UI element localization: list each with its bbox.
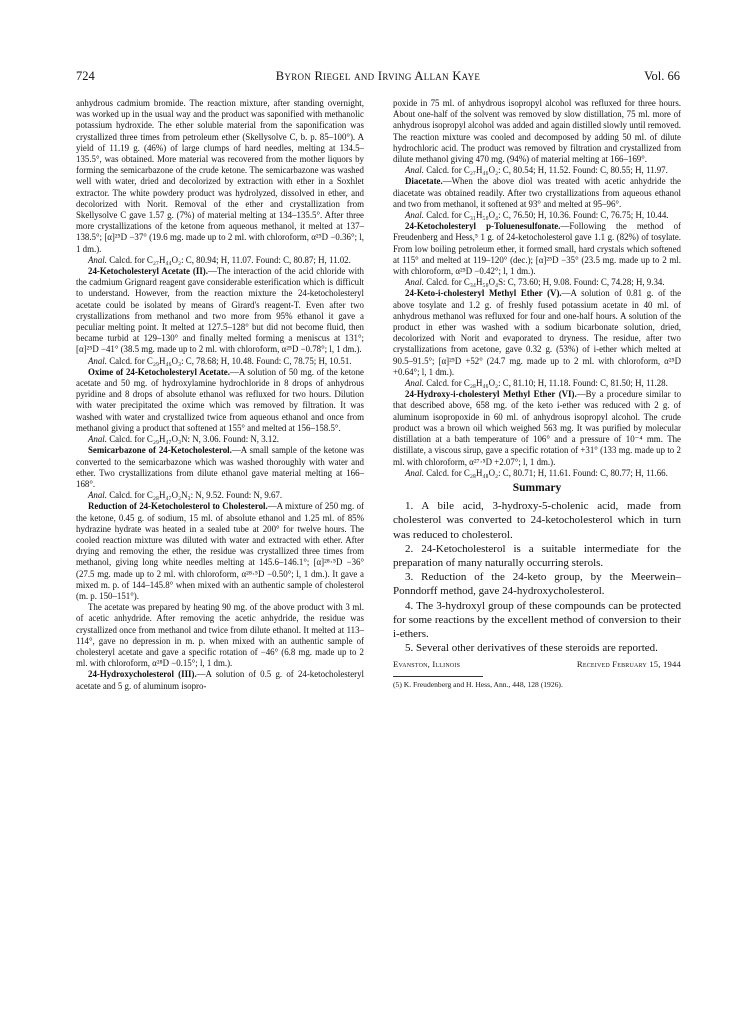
- anal-values: Calcd. for C₂₈H₄₆O₂: C, 81.10; H, 11.18. Found: C, 81.50; H, 11.28.: [423, 378, 668, 389]
- anal-label: Anal.: [405, 210, 424, 221]
- analysis-line: [393, 210, 681, 221]
- section-paragraph: [393, 288, 681, 378]
- place: Evanston, Illinois: [393, 659, 461, 670]
- volume-label: Vol. 66: [644, 69, 680, 83]
- section-title: Oxime of 24-Ketocholesteryl Acetate.: [88, 366, 230, 377]
- section-text: —When the above diol was treated with acetic anhydride the diacetate was obtained readily. After two crystallizations from aqueous ethanol and two from methanol, it softened at 93° and melted at 95–96°.: [393, 176, 681, 209]
- analysis-line: [393, 468, 681, 479]
- anal-values: Calcd. for C₂₈H₄₇O₂N₃: N, 9.52. Found: N, 9.67.: [106, 490, 283, 501]
- paragraph: anhydrous cadmium bromide. The reaction mixture, after standing overnight, was worked up in the usual way and the product was saponified with methanolic potassium hydroxide. The ether soluble material from the saponification was crystallized three times from petroleum ether (Skellysolve C, b. p. 85–100°). A yield of 11.19 g. (46%) of large clumps of hard needles, melting at 134.5–135.5°, was obtained. More material was recovered from the mother liquors by forming the semicarbazone of the crude ketone. The semicarbazone was washed well with water, dried and decolorized by extraction with ether in a Soxhlet extractor. The white powdery product was hydrolyzed, dissolved in ether, and decolorized with Norit. Removal of the ether and crystallization from Skellysolve C gave 1.57 g. (7%) of material melting at 134–135.5°. After three more crystallizations of the ketone from aqueous methanol, it melted at 137–138.5°; [α]²⁵D −37° (19.6 mg. made up to 2 ml. with chloroform, α²⁵D −0.36°; l, 1 dm.).: [76, 98, 364, 254]
- anal-values: Calcd. for C₃₁H₅₀O₄: C, 76.50; H, 10.36. Found: C, 76.75; H, 10.44.: [423, 210, 669, 221]
- page-header: [76, 69, 680, 85]
- left-column: [76, 98, 364, 692]
- anal-label: Anal.: [405, 467, 424, 478]
- running-title: Byron Riegel and Irving Allan Kaye: [275, 69, 481, 83]
- summary-heading: Summary: [512, 481, 562, 494]
- page-number: 724: [76, 69, 95, 83]
- anal-label: Anal.: [88, 490, 107, 501]
- anal-values: Calcd. for C₂₇H₄₆O₂: C, 80.54; H, 11.52. Found: C, 80.55; H, 11.97.: [423, 165, 668, 176]
- summary-item: 2. 24-Ketocholesterol is a suitable intermediate for the preparation of many naturally occurring sterols.: [393, 542, 681, 569]
- section-text: —A solution of 0.5 g. of 24-ketocholesteryl acetate and 5 g. of aluminum isopro-: [76, 669, 365, 691]
- section-title: 24-Ketocholesteryl p-Toluenesulfonate.: [405, 221, 561, 232]
- summary-item: 4. The 3-hydroxyl group of these compounds can be protected for some reactions by the excellent method of conversion to their i-ethers.: [393, 599, 681, 640]
- anal-values: Calcd. for C₂₉H₄₇O₃N: N, 3.06. Found: N, 3.12.: [106, 434, 279, 445]
- anal-values: Calcd. for C₂₈H₄₈O₂: C, 80.71; H, 11.61. Found: C, 80.77; H, 11.66.: [423, 467, 668, 478]
- footnote-rule: [393, 676, 483, 677]
- anal-label: Anal.: [88, 355, 107, 366]
- anal-label: Anal.: [405, 165, 424, 176]
- section-text: —A small sample of the ketone was converted to the semicarbazone which was washed thoroughly with water and ether. Two crystallizations from dilute ethanol gave material melting at 166–168°.: [76, 445, 364, 489]
- section-title: Semicarbazone of 24-Ketocholesterol.: [88, 445, 232, 456]
- section-title: 24-Hydroxy-i-cholesteryl Methyl Ether (VI).: [405, 389, 577, 400]
- footnote: (5) K. Freudenberg and H. Hess, Ann., 448, 128 (1926).: [393, 679, 563, 689]
- analysis-line: [393, 378, 681, 389]
- summary-item: 3. Reduction of the 24-keto group, by the Meerwein–Ponndorff method, gave 24-hydroxycholesterol.: [393, 571, 681, 598]
- section-text: —The interaction of the acid chloride with the cadmium Grignard reagent gave considerable esterification which is difficult to understand. However, from the reaction mixture the 24-ketocholesteryl acetate could be isolated by means of Girard's reagent-T. Even after two crystallizations from methanol and two more from 95% ethanol it gave a peculiar melting point. It melted at 127.5–128° but did not become fluid, then became turbid at 129–130° and finally melted forming a meniscus at 131°; [α]²⁵D −41° (38.5 mg. made up to 2 ml. with chloroform, α²⁵D −0.78°; l, 1 dm.).: [76, 266, 364, 355]
- section-paragraph: [76, 669, 364, 691]
- anal-label: Anal.: [88, 434, 107, 445]
- section-paragraph: [76, 445, 364, 490]
- section-title: Diacetate.: [405, 176, 443, 187]
- anal-label: Anal.: [405, 378, 424, 389]
- right-column: [393, 98, 681, 690]
- signature-line: [393, 659, 681, 670]
- section-paragraph: [76, 367, 364, 434]
- anal-label: Anal.: [405, 277, 424, 288]
- summary-item: 1. A bile acid, 3-hydroxy-5-cholenic acid, made from cholesterol was converted to 24-ketocholesterol which in turn was reduced to cholesterol.: [393, 500, 681, 541]
- summary-item: 5. Several other derivatives of these steroids are reported.: [405, 642, 658, 655]
- analysis-line: [76, 490, 364, 501]
- analysis-line: [393, 277, 681, 288]
- summary-list: [393, 499, 681, 655]
- analysis-line: [76, 255, 364, 266]
- section-paragraph: [393, 221, 681, 277]
- section-title: 24-Ketocholesteryl Acetate (II).: [88, 266, 208, 277]
- section-paragraph: [393, 176, 681, 210]
- section-paragraph: [76, 266, 364, 356]
- received-date: Received February 15, 1944: [576, 659, 681, 670]
- section-text: —By a procedure similar to that described above, 658 mg. of the keto i-ether was reduced with 2 g. of aluminum isopropoxide in 60 ml. of anhydrous isopropyl alcohol. The crude product was a brown oil which weighed 563 mg. It was purified by molecular distillation at a bath temperature of 106° and a pressure of 10⁻⁴ mm. The distillate, a viscous sirup, gave a specific rotation of +31° (133 mg. made up to 2 ml. with chloroform, α²⁷·⁵D +2.07°; l, 1 dm.).: [393, 389, 682, 467]
- section-text: —A solution of 0.81 g. of the above tosylate and 1.2 g. of freshly fused potassium acetate in 40 ml. of anhydrous methanol was refluxed for four and one-half hours. A solution of the product in ether was washed with a sodium bicarbonate solution, dried, decolorized with Norit and evaporated to dryness. The residue, after two crystallizations from acetone, gave 0.32 g. (53%) of i-ether which melted at 90.5–91.5°; [α]²⁵D +52° (24.7 mg. made up to 2 ml. with chloroform, α²⁵D +0.64°; l, 1 dm.).: [393, 288, 682, 377]
- paragraph: The acetate was prepared by heating 90 mg. of the above product with 3 ml. of acetic anhydride. After removing the acetic anhydride, the residue was crystallized once from methanol and twice from dilute ethanol. It melted at 113–114°, gave no depression in m. p. when mixed with an authentic sample of cholesteryl acetate and gave a specific rotation of −46° (6.8 mg. made up to 2 ml. with chloroform, α²⁸D −0.15°; l, 1 dm.).: [76, 602, 364, 669]
- anal-values: Calcd. for C₂₉H₄₆O₃: C, 78.68; H, 10.48. Found: C, 78.75; H, 10.51.: [106, 355, 352, 366]
- section-text: —A mixture of 250 mg. of the ketone, 0.45 g. of sodium, 15 ml. of absolute ethanol and 1.25 ml. of 85% hydrazine hydrate was heated in a sealed tube at 200° for twelve hours. The cooled reaction mixture was diluted with water and extracted with ether. After drying and removing the ether, the residue was crystallized three times from methanol, giving long white needles melting at 145.6–146.1°; [α]²⁸·⁵D −36° (27.5 mg. made up to 2 ml. with chloroform, α²⁸·⁵D −0.50°; l, 1 dm.). It gave a mixed m. p. of 144–145.8° when mixed with an authentic sample of cholesterol (m. p. 150–151°).: [76, 501, 364, 601]
- section-title: 24-Keto-i-cholesteryl Methyl Ether (V).: [405, 288, 562, 299]
- anal-values: Calcd. for C₃₄H₅₀O₄S: C, 73.60; H, 9.08. Found: C, 74.28; H, 9.34.: [423, 277, 665, 288]
- anal-values: Calcd. for C₂₇H₄₄O₂: C, 80.94; H, 11.07. Found: C, 80.87; H, 11.02.: [106, 254, 351, 265]
- analysis-line: [393, 165, 681, 176]
- section-title: 24-Hydroxycholesterol (III).: [88, 669, 197, 680]
- anal-label: Anal.: [88, 254, 107, 265]
- section-title: Reduction of 24-Ketocholesterol to Cholesterol.: [88, 501, 268, 512]
- analysis-line: [76, 356, 364, 367]
- section-paragraph: [393, 389, 681, 467]
- analysis-line: [76, 434, 364, 445]
- paragraph: poxide in 75 ml. of anhydrous isopropyl alcohol was refluxed for three hours. About one-half of the solvent was removed by slow distillation, 75 ml. more of anhydrous isopropyl alcohol was added and again distilled slowly until removed. The reaction mixture was cooled and decomposed by adding 50 ml. of dilute hydrochloric acid. The product was removed by filtration and crystallized from dilute methanol giving 470 mg. (94%) of material melting at 166–169°.: [393, 98, 681, 165]
- section-text: —A solution of 50 mg. of the ketone acetate and 50 mg. of hydroxylamine hydrochloride in 8 drops of anhydrous pyridine and 8 drops of absolute ethanol was refluxed for two hours. Dilution with water precipitated the oxime which was removed by filtration. It was washed with water and crystallized twice from aqueous ethanol and once from methanol giving a product that softened at 155° and melted at 156–158.5°.: [76, 366, 364, 433]
- section-paragraph: [76, 501, 364, 602]
- section-text: —Following the method of Freudenberg and Hess,⁵ 1 g. of 24-ketocholesterol gave 1.1 g. (82%) of tosylate. From low boiling petroleum ether, it formed small, hard crystals which softened at 115° and melted at 119–120° (dec.); [α]²⁵D −35° (23.5 mg. made up to 2 ml. with chloroform, α²⁵D −0.42°; l, 1 dm.).: [393, 221, 681, 277]
